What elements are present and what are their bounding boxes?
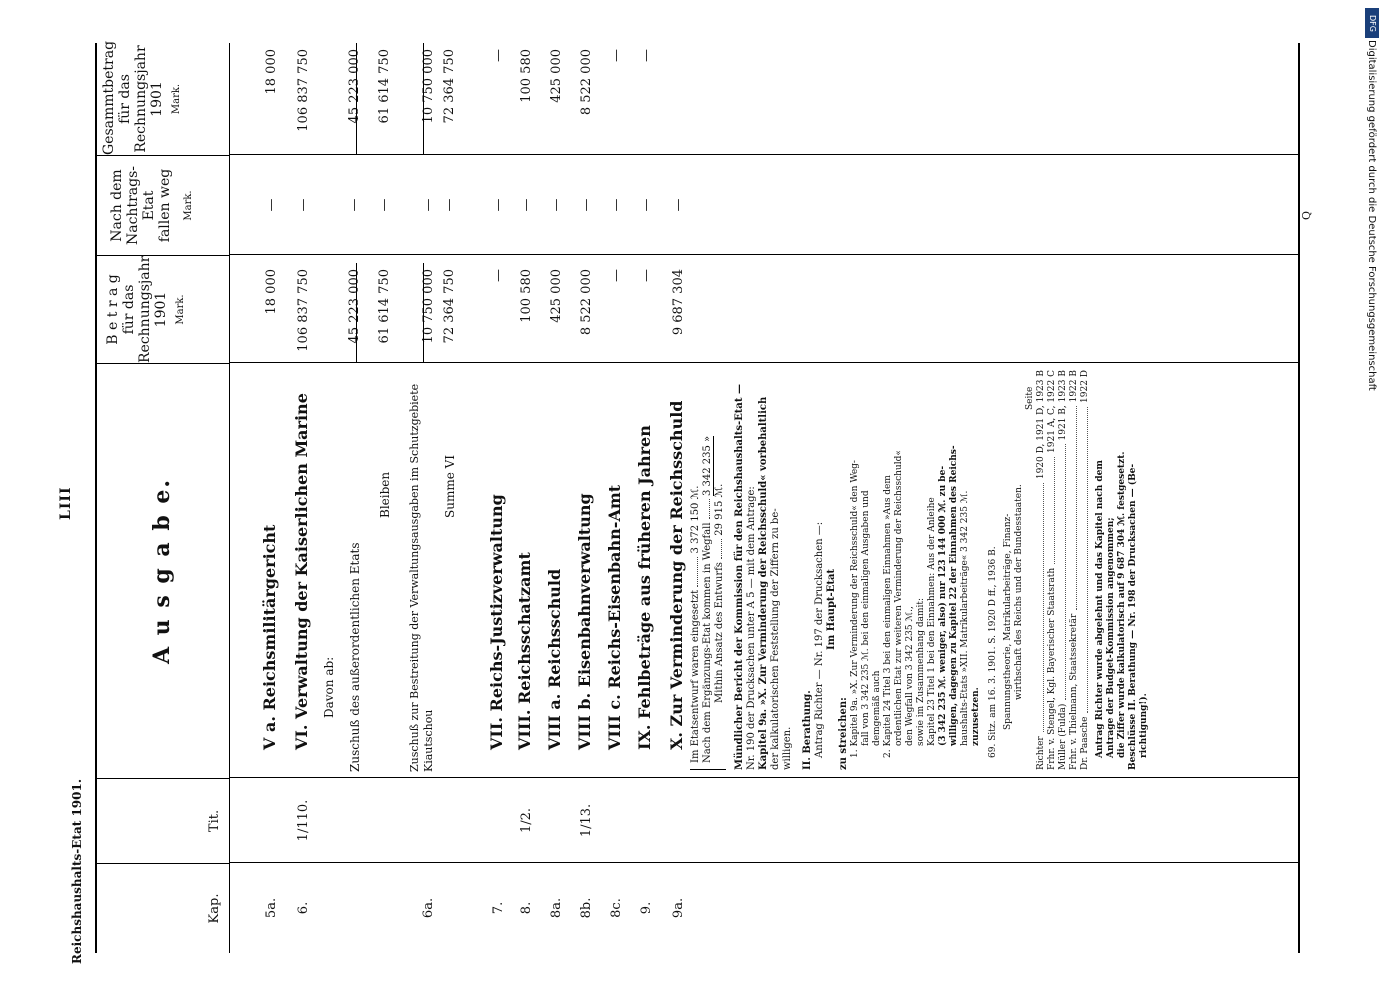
table-row bbox=[370, 43, 392, 953]
row-gesamt: 10 750 000 bbox=[421, 49, 436, 124]
leader-dots bbox=[1058, 444, 1066, 699]
row-kap: 9a. bbox=[671, 897, 686, 919]
row-betrag: 9 687 304 bbox=[671, 269, 686, 336]
digitization-note: Digitalisierung gefördert durch die Deutsche Forschungsgemeinschaft bbox=[1366, 40, 1377, 391]
speaker-entry bbox=[1058, 370, 1069, 770]
row-gesamt: 425 000 bbox=[549, 49, 564, 103]
row-weg: — bbox=[639, 198, 654, 212]
header-tit: Tit. bbox=[95, 778, 229, 863]
row-gesamt: — bbox=[609, 49, 624, 62]
table-row bbox=[318, 43, 336, 953]
row-weg: — bbox=[421, 198, 436, 212]
row-kap bbox=[435, 863, 457, 953]
row-label: Bleiben bbox=[378, 471, 392, 518]
row-label: Zuschuß zur Bestreitung der Verwaltungsausgaben im Schutzgebiete Kiautschou bbox=[408, 383, 435, 772]
row-tit bbox=[658, 778, 686, 863]
row-betrag bbox=[318, 263, 336, 363]
row-label: X. Zur Verminderung der Reichsschuld bbox=[667, 400, 686, 750]
row-tit bbox=[370, 778, 392, 863]
speaker-name: Frhr. v. Stengel, Kgl. Bayerischer Staatsrath bbox=[1047, 567, 1057, 770]
row-label: Davon ab: bbox=[322, 656, 336, 718]
row-betrag: 45 223 000 bbox=[347, 269, 362, 344]
row-betrag: 100 580 bbox=[519, 269, 534, 323]
table-row bbox=[538, 43, 564, 953]
table-row bbox=[338, 43, 362, 953]
speaker-pages: 1920 D, 1921 D, 1923 B bbox=[1036, 370, 1046, 480]
table-row bbox=[480, 43, 506, 953]
row-gesamt bbox=[318, 43, 336, 155]
speaker-entry bbox=[1036, 370, 1047, 770]
row-label: Summe VI bbox=[443, 454, 457, 518]
row-betrag: 8 522 000 bbox=[579, 269, 594, 336]
leader-dots bbox=[1080, 407, 1088, 713]
row-gesamt bbox=[658, 43, 686, 155]
row-kap bbox=[338, 863, 362, 953]
row-label: VII. Reichs-Justizverwaltung bbox=[487, 494, 506, 750]
calc-line-3: Mithin Ansatz des Entwurfs 29 915 ℳ. bbox=[714, 483, 725, 703]
row-betrag: 61 614 750 bbox=[377, 269, 392, 344]
row-weg: — bbox=[377, 198, 392, 212]
row-weg: — bbox=[671, 198, 686, 212]
speaker-name: Müller (Fulda) bbox=[1058, 703, 1068, 770]
row-weg: — bbox=[519, 198, 534, 212]
row-betrag: — bbox=[491, 269, 506, 282]
row-tit bbox=[338, 778, 362, 863]
row-kap: 8. bbox=[519, 901, 534, 915]
speaker-pages: 1922 B bbox=[1069, 370, 1079, 403]
leader-dots bbox=[1047, 457, 1055, 564]
page-number: LIII bbox=[58, 486, 74, 520]
row-betrag: 18 000 bbox=[264, 269, 279, 315]
row-betrag: 425 000 bbox=[549, 269, 564, 323]
speaker-name: Richter bbox=[1036, 736, 1046, 770]
row-kap: 7. bbox=[491, 901, 506, 915]
row-weg: — bbox=[491, 198, 506, 212]
row-betrag: — bbox=[609, 269, 624, 282]
calc-block bbox=[690, 370, 726, 770]
speaker-entry bbox=[1080, 370, 1091, 770]
row-tit bbox=[628, 778, 654, 863]
row-label: VIII b. Eisenbahnverwaltung bbox=[575, 493, 594, 750]
speaker-pages: 1922 D bbox=[1080, 370, 1090, 403]
row-tit bbox=[598, 778, 624, 863]
row-betrag: 106 837 750 bbox=[296, 269, 311, 352]
row-tit: 1/110. bbox=[296, 799, 311, 842]
leader-dots bbox=[1036, 483, 1044, 732]
row-tit bbox=[435, 778, 457, 863]
speaker-list bbox=[1036, 370, 1091, 770]
speaker-pages: 1921 A, C, 1922 C bbox=[1047, 370, 1057, 453]
row-weg: — bbox=[442, 198, 457, 212]
header-gesamt: Gesammtbetrag für das Rechnungsjahr 1901 Mark. bbox=[101, 40, 182, 155]
row-label: VIII. Reichsschatzamt bbox=[515, 552, 534, 750]
sitzung-line: 69. Sitz. am 16. 3. 1901. S. 1920 D ff., 1936 B. bbox=[988, 546, 998, 758]
row-kap: 8c. bbox=[609, 898, 624, 918]
row-tit bbox=[318, 778, 336, 863]
sum-rule bbox=[423, 43, 424, 155]
speaker-entry bbox=[1047, 370, 1058, 770]
row-weg: — bbox=[347, 198, 362, 212]
row-tit bbox=[400, 778, 436, 863]
dfg-logo: DFG bbox=[1365, 8, 1379, 38]
table-row bbox=[598, 43, 624, 953]
table-row bbox=[568, 43, 594, 953]
table-row bbox=[435, 43, 457, 953]
speaker-name: Frhr. v. Thielmann, Staatssekretär bbox=[1069, 613, 1079, 770]
row-label: VIII c. Reichs-Eisenbahn-Amt bbox=[605, 484, 624, 750]
signature-mark: Q bbox=[1300, 210, 1313, 220]
row-gesamt: 45 223 000 bbox=[347, 49, 362, 124]
table-row bbox=[255, 43, 279, 953]
row-tit bbox=[255, 778, 279, 863]
table-row bbox=[508, 43, 534, 953]
row-kap: 9. bbox=[639, 901, 654, 915]
row-gesamt: 61 614 750 bbox=[377, 49, 392, 124]
row-betrag: — bbox=[639, 269, 654, 282]
calc-line-2: Nach dem Ergänzungs-Etat kommen in Wegfall 3 342 235 » bbox=[702, 435, 713, 763]
row-kap bbox=[318, 863, 336, 953]
sum-rule bbox=[356, 263, 357, 363]
beratung-block: II. Berathung. Antrag Richter — Nr. 197 der Drucksachen —: Im Haupt-Etat zu streichen: 1. Kapitel 9a. »X. Zur Verminderung der Reichsschuld« den Weg- fall von 3 342 235 ℳ. bei den einmaligen Ausgaben und demgemäß auch 2. Kapitel 24 Titel 3 bei den einmaligen Einnahmen »Aus dem ordentlichen Etat zur weiteren Verminderung der Reichsschuld« den Wegfall von 3 342 235 ℳ., sowie im Zusammenhang damit: Kapitel 23 Titel 1 bei den Einnahmen: Aus der Anleihe (3 342 235 ℳ. weniger, also) nur 123 144 000 ℳ. zu be- willigen, dagegen zu Kapitel 22 der Einnahmen des Reichs- haushalts-Etats »XII. Matrikularbeiträge« 3 342 235 ℳ. zuzusetzen. 69. Sitz. am 16. 3. 1901. S. 1920 D ff., 1936 B. Spannungstheorie, Matrikularbeiträge, Finanz- wirthschaft des Reichs und der Bundesstaaten. Seite Richter 1920 D, 1921 D, 1923 B Frhr. v. Stengel, Kgl. Bayerischer Staatsrath 1921 A, C, 1922 C Müller (Fulda) 1921 B, 1923 B Frhr. v. Thielmann, Staatssekretär 1922 B Dr. Paasche 1922 D Antrag Richter wurde abgelehnt und das Kapitel nach dem Antrage der Budget-Kommission angenommen; die Ziffer wurde kalkulatorisch auf 9 687 304 ℳ. festgesetzt. Beschlüsse II. Berathung — Nr. 198 der Drucksachen — (Be- richtigung!). bbox=[802, 370, 1149, 770]
row-gesamt: — bbox=[639, 49, 654, 62]
row-weg bbox=[318, 155, 336, 255]
row-tit bbox=[480, 778, 506, 863]
bericht-block: Mündlicher Bericht der Kommission für den Reichshaushalts-Etat — Nr. 190 der Drucksachen unter A 5 — mit dem Antrage: Kapitel 9a. »X. Zur Verminderung der Reichsschuld« vorbehaltlich der kalkulatorischen Feststellung der Ziffern zu be- willigen. bbox=[734, 383, 793, 770]
row-betrag: 72 364 750 bbox=[442, 269, 457, 344]
row-label: VI. Verwaltung der Kaiserlichen Marine bbox=[292, 393, 311, 750]
row-kap: 8b. bbox=[579, 897, 594, 919]
sum-rule bbox=[356, 43, 357, 155]
row-tit: 1/13. bbox=[579, 803, 594, 838]
table-row bbox=[658, 43, 686, 953]
row-weg: — bbox=[296, 198, 311, 212]
sum-rule bbox=[423, 263, 424, 363]
row-kap: 6a. bbox=[421, 897, 436, 919]
row-kap bbox=[370, 863, 392, 953]
row-weg: — bbox=[579, 198, 594, 212]
speaker-name: Dr. Paasche bbox=[1080, 716, 1090, 770]
header-kap: Kap. bbox=[95, 863, 229, 953]
row-gesamt: — bbox=[491, 49, 506, 62]
header-bottom-rule bbox=[229, 43, 230, 953]
row-tit: 1/2. bbox=[519, 807, 534, 834]
leader-dots bbox=[1069, 406, 1077, 609]
row-tit bbox=[538, 778, 564, 863]
row-weg: — bbox=[549, 198, 564, 212]
footer-title: Reichshaushalts-Etat 1901. bbox=[70, 778, 84, 964]
row-weg: — bbox=[264, 198, 279, 212]
row-label: Zuschuß des außerordentlichen Etats bbox=[348, 542, 362, 772]
row-kap: 5a. bbox=[264, 897, 279, 919]
speaker-entry bbox=[1069, 370, 1080, 770]
speaker-pages: 1921 B, 1923 B bbox=[1058, 370, 1068, 441]
row-label: VIII a. Reichsschuld bbox=[545, 568, 564, 750]
row-gesamt: 106 837 750 bbox=[296, 49, 311, 132]
row-gesamt: 8 522 000 bbox=[579, 49, 594, 116]
row-gesamt: 18 000 bbox=[264, 49, 279, 95]
row-label: V a. Reichsmilitärgericht bbox=[260, 524, 279, 750]
header-betrag: B e t r a g für das Rechnungsjahr 1901 Mark. bbox=[95, 255, 229, 363]
table-row bbox=[628, 43, 654, 953]
table-row bbox=[400, 43, 436, 953]
row-kap: 6. bbox=[296, 901, 311, 915]
header-ausgabe: A u s g a b e. bbox=[95, 363, 229, 778]
table-row bbox=[283, 43, 311, 953]
row-gesamt: 100 580 bbox=[519, 49, 534, 103]
header-nachtrag: Nach dem Nachtrags-Etat fallen weg Mark. bbox=[95, 155, 229, 255]
row-label: IX. Fehlbeträge aus früheren Jahren bbox=[635, 425, 654, 750]
row-weg: — bbox=[609, 198, 624, 212]
row-gesamt: 72 364 750 bbox=[442, 49, 457, 124]
row-betrag: 10 750 000 bbox=[421, 269, 436, 344]
row-kap: 8a. bbox=[549, 897, 564, 919]
calc-line-1: Im Etatsentwurf waren eingesetzt 3 372 150 ℳ. bbox=[690, 485, 701, 763]
